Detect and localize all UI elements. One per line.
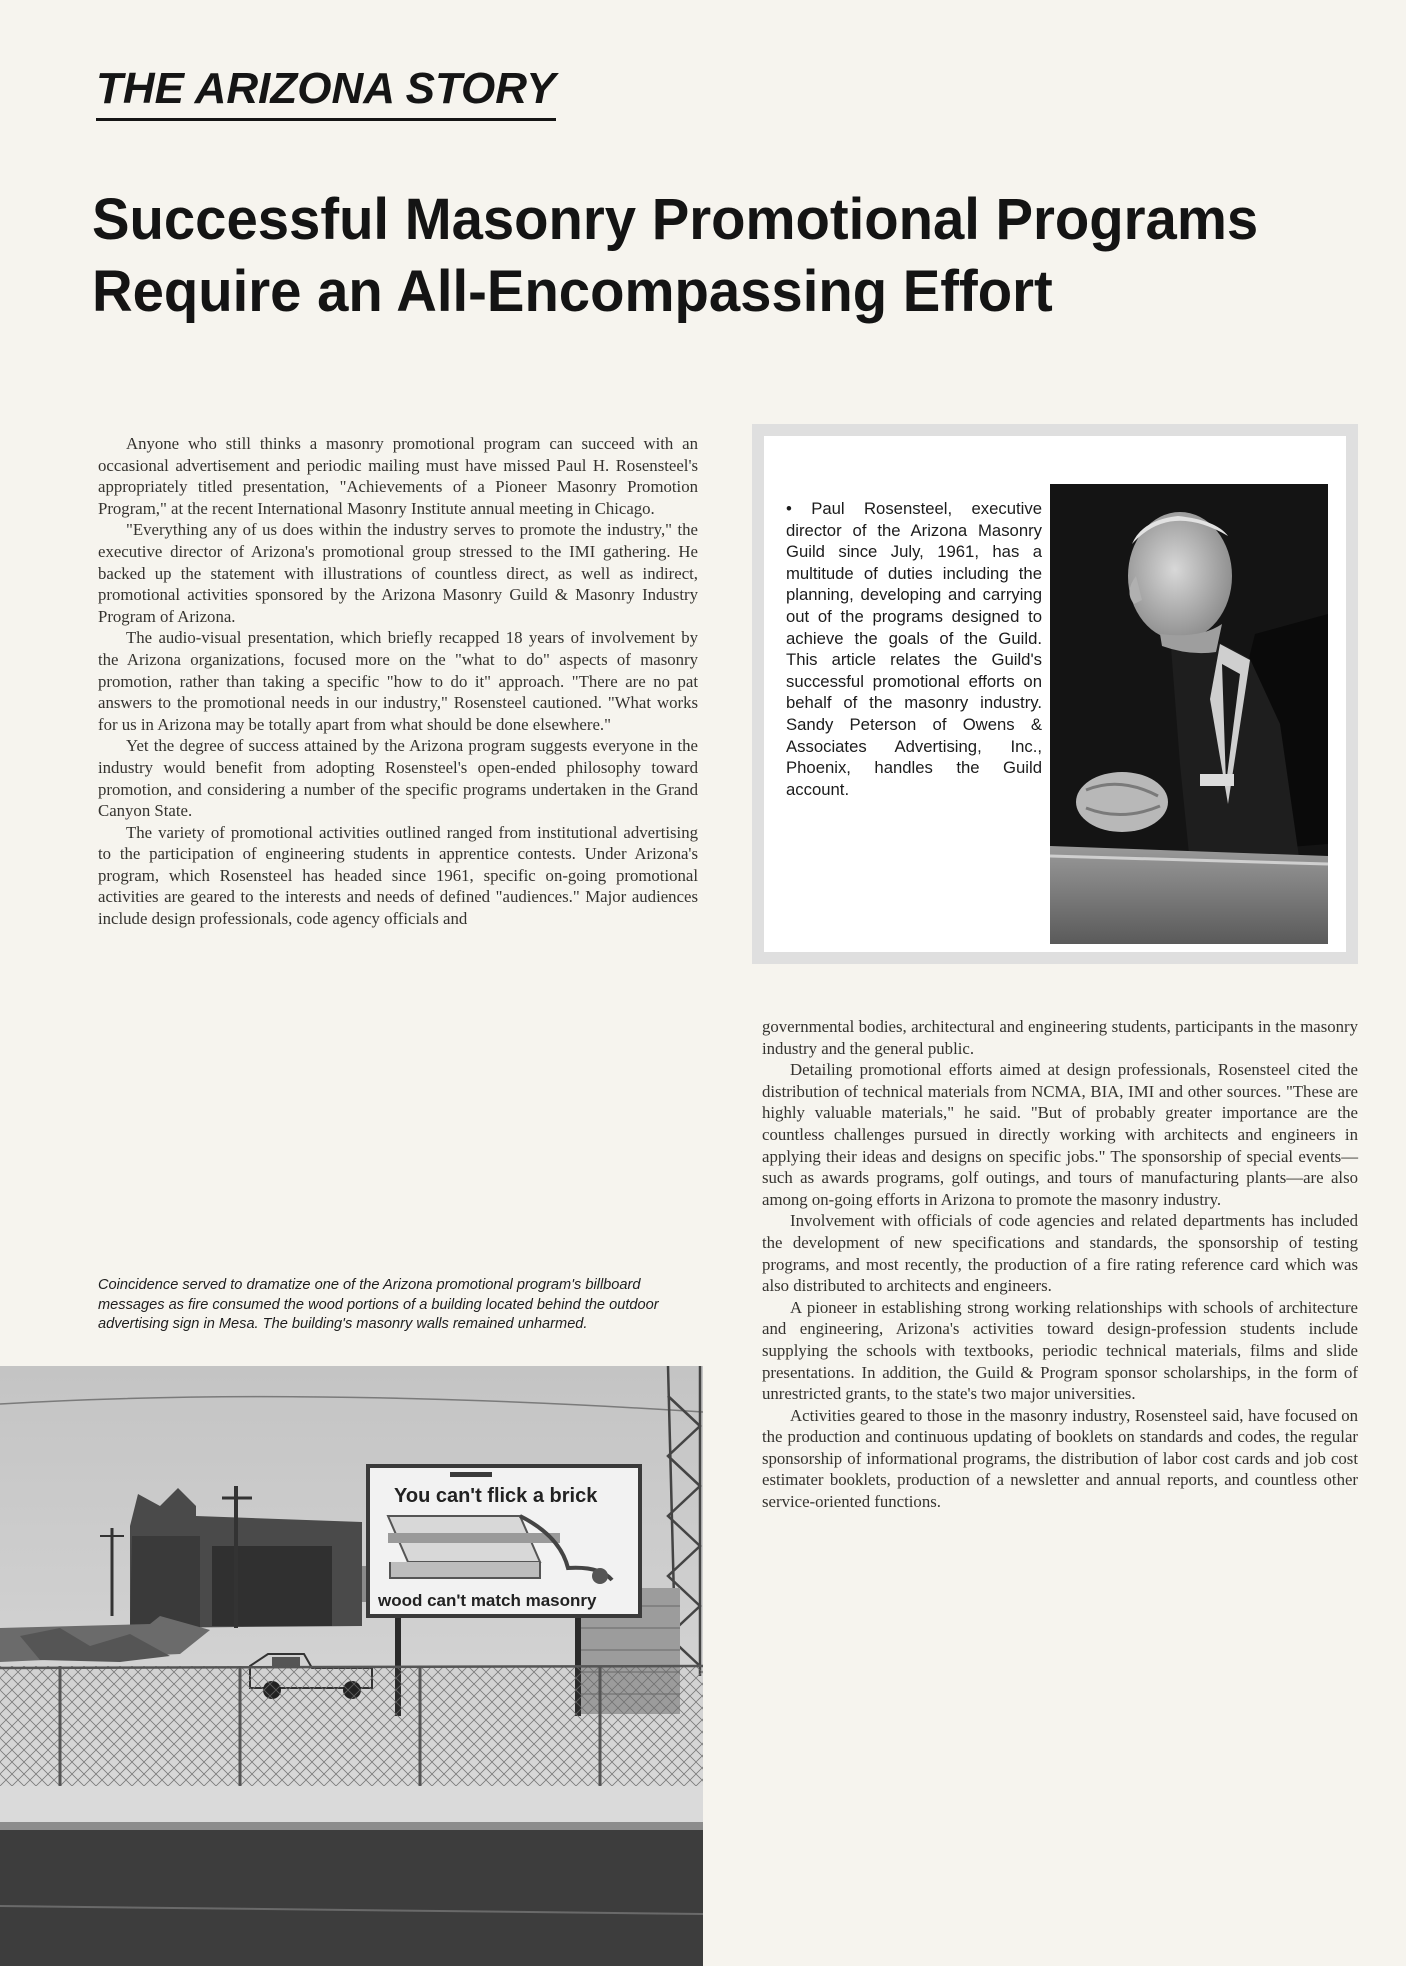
body-paragraph: The variety of promotional activities outlined ranged from institutional advertising to the participation of engineering students in apprentice contests. Under Arizona's program, which Rosensteel has headed since 1961, specific on-going promotional activities are geared to the interests and needs of defined "audiences." Major audiences include design professionals, code agency officials and [98,822,698,929]
body-paragraph: Yet the degree of success attained by the Arizona program suggests everyone in the industry would benefit from adopting Rosensteel's open-ended philosophy toward promotion, and considering a number of the specific programs undertaken in the Grand Canyon State. [98,736,698,821]
body-paragraph: governmental bodies, architectural and engineering students, participants in the masonry industry and the general public. [762,1017,1358,1058]
portrait-photo [1050,484,1328,944]
sidebar-text: • Paul Rosensteel, executive director of the Arizona Masonry Guild since July, 1961, has a multitude of duties including the planning, developing and carrying out of the programs designed to achieve the goals of the Guild. This article relates the Guild's successful promotional efforts on behalf of the masonry industry. Sandy Peterson of Owens & Associates Advertising, Inc., Phoenix, handles the Guild account. [786,499,1042,799]
billboard-scene [0,1366,703,1966]
sidebar-box [752,424,1358,964]
body-paragraph: A pioneer in establishing strong working relationships with schools of architecture and engineering, Arizona's activities toward design-profession students include supplying the schools with textbooks, periodic technical materials, films and slide presentations. In addition, the Guild & Program sponsor scholarships, in the form of unrestricted grants, to the state's two major universities. [762,1297,1358,1404]
article-headline [92,184,1314,328]
body-paragraph: The audio-visual presentation, which briefly recapped 18 years of involvement by the Arizona organizations, focused more on the "what to do" aspects of masonry promotion, rather than taking a specific "how to do it" approach. "There are no pat answers to the promotional needs in our industry," Rosensteel cautioned. "What works for us in Arizona may be totally apart from what should be done elsewhere." [98,628,698,734]
body-paragraph: Involvement with officials of code agencies and related departments has included the development of new specifications and standards, the sponsorship of testing programs, and most recently, the production of a fire rating reference card which was also distributed to architects and engineers. [762,1211,1358,1296]
body-paragraph: Anyone who still thinks a masonry promotional program can succeed with an occasional advertisement and periodic mailing must have missed Paul H. Rosensteel's appropriately titled presentation, "Achievements of a Pioneer Masonry Promotion Program," at the recent International Masonry Institute annual meeting in Chicago. [98,434,698,518]
body-paragraph: Detailing promotional efforts aimed at design professionals, Rosensteel cited the distribution of technical materials from NCMA, BIA, IMI and other sources. "These are highly valuable materials," he said. "But of probably greater importance are the countless challenges pursued in directly working with architects and engineers in applying their ideas and designs on specific jobs." The sponsorship of special events—such as awards programs, golf outings, and tours of manufacturing plants—are also among on-going efforts in Arizona to promote the masonry industry. [762,1060,1358,1209]
sidebar-inner [764,436,1346,952]
billboard-line-1: You can't flick a brick [394,1485,598,1507]
billboard [368,1466,640,1616]
body-paragraph: Activities geared to those in the masonry industry, Rosensteel said, have focused on the production and continuous updating of booklets on standards and codes, the regular sponsorship of informational programs, the distribution of labor cost cards and job cost estimater booklets, production of a newsletter and annual reports, and countless other service-oriented functions. [762,1405,1358,1512]
section-title: THE ARIZONA STORY [96,64,556,121]
headline-line-1: Successful Masonry Promotional Programs [92,187,1259,252]
billboard-photo [0,1366,703,1966]
left-column [98,433,698,930]
billboard-line-2: wood can't match masonry [378,1591,597,1610]
right-column [762,1016,1358,1513]
photo-caption: Coincidence served to dramatize one of the Arizona promotional program's billboard messages as fire consumed the wood portions of a building located behind the outdoor advertising sign in Mesa. The building's masonry walls remained unharmed. [98,1277,659,1332]
portrait-illustration [1050,484,1328,944]
headline-line-2: Require an All-Encompassing Effort [92,259,1053,324]
body-paragraph: "Everything any of us does within the industry serves to promote the industry," the executive director of Arizona's promotional group stressed to the IMI gathering. He backed up the statement with illustrations of countless direct, as well as indirect, promotional activities sponsored by the Arizona Masonry Guild & Masonry Industry Program of Arizona. [98,520,698,626]
